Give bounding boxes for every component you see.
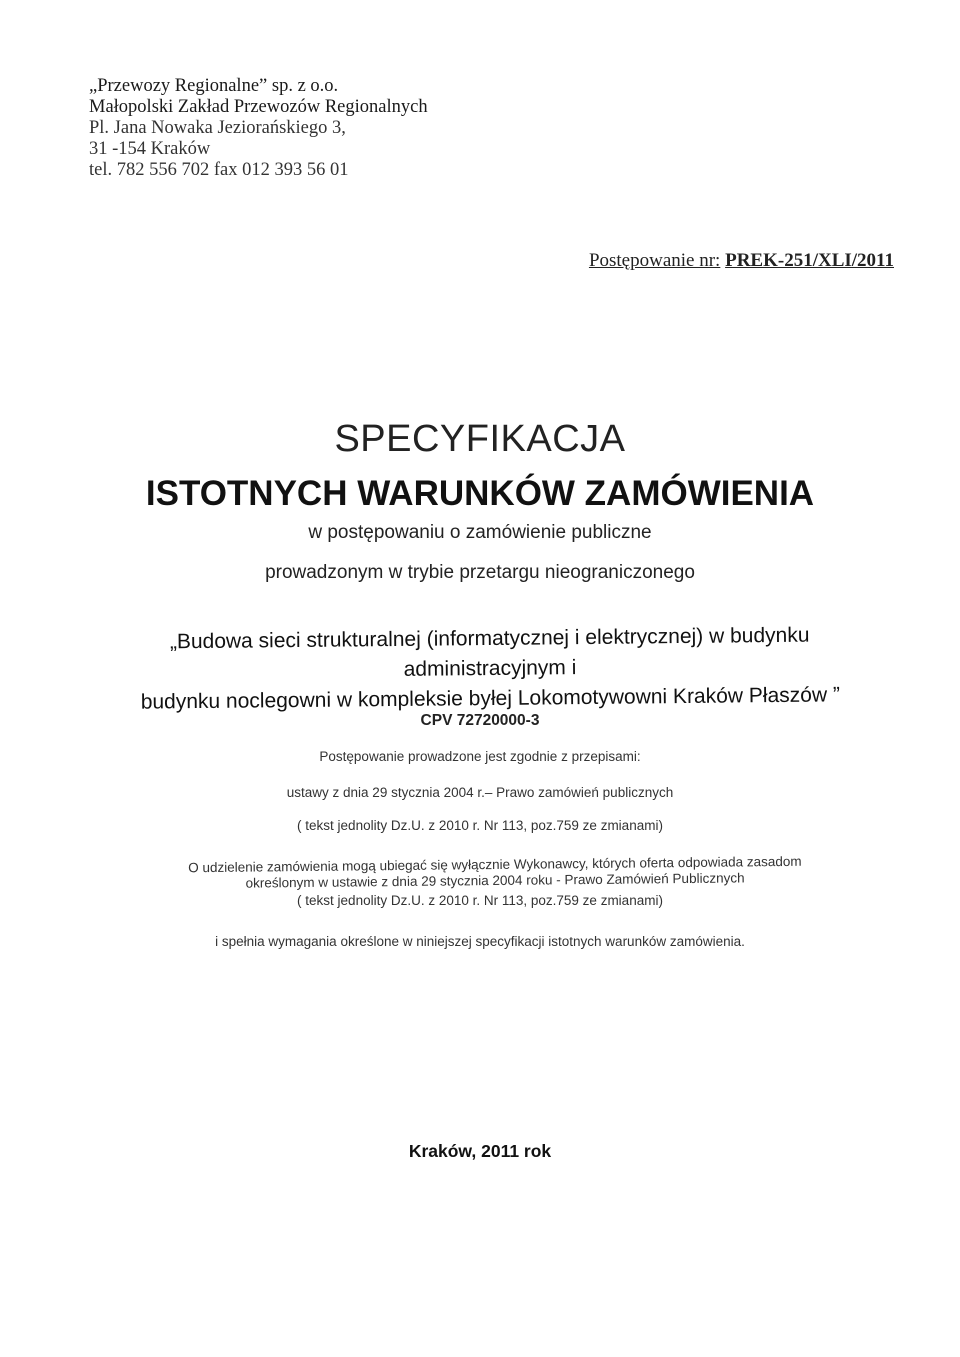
sender-company: „Przewozy Regionalne” sp. z o.o. xyxy=(89,76,339,96)
subtitle-line-2: prowadzonym w trybie przetargu nieograniczonego xyxy=(265,562,695,583)
project-name xyxy=(110,620,871,718)
title-line-1: SPECYFIKACJA xyxy=(334,418,626,460)
subtitle-line-1: w postępowaniu o zamówienie publiczne xyxy=(308,522,652,543)
project-name-line-2: budynku noclegowni w kompleksie byłej Lokomotywowni Kraków Płaszów ” xyxy=(140,683,840,714)
cpv-code: CPV 72720000-3 xyxy=(420,712,540,729)
title-line-2: ISTOTNYCH WARUNKÓW ZAMÓWIENIA xyxy=(145,474,815,513)
procedure-label: Postępowanie nr: xyxy=(588,250,721,271)
sender-phone: tel. 782 556 702 fax 012 393 56 01 xyxy=(89,160,349,180)
legal-intro: Postępowanie prowadzone jest zgodnie z przepisami: xyxy=(319,749,641,764)
eligibility-line-1: O udzielenie zamówienia mogą ubiegać się wyłącznie Wykonawcy, których oferta odpowiada zasadom xyxy=(188,853,802,876)
legal-act: ustawy z dnia 29 stycznia 2004 r.– Prawo zamówień publicznych xyxy=(286,785,674,800)
project-name-line-1: „Budowa sieci strukturalnej (informatycznej i elektrycznej) w budynku administracyjnym i xyxy=(169,623,810,681)
requirements-line: i spełnia wymagania określone w niniejszej specyfikacji istotnych warunków zamówienia. xyxy=(215,934,745,949)
sender-address xyxy=(89,76,428,181)
sender-city: 31 -154 Kraków xyxy=(89,139,211,159)
legal-text-ref-1: ( tekst jednolity Dz.U. z 2010 r. Nr 113, poz.759 ze zmianami) xyxy=(297,818,663,833)
procedure-reference xyxy=(589,250,894,272)
legal-text-ref-2: ( tekst jednolity Dz.U. z 2010 r. Nr 113, poz.759 ze zmianami) xyxy=(297,893,663,908)
eligibility-paragraph xyxy=(100,853,890,893)
procedure-number: PREK-251/XLI/2011 xyxy=(725,250,894,271)
sender-department: Małopolski Zakład Przewozów Regionalnych xyxy=(89,97,428,117)
sender-street: Pl. Jana Nowaka Jeziorańskiego 3, xyxy=(89,118,346,138)
eligibility-line-2: określonym w ustawie z dnia 29 stycznia 2004 roku - Prawo Zamówień Publicznych xyxy=(245,870,745,891)
place-and-date: Kraków, 2011 rok xyxy=(408,1141,552,1161)
